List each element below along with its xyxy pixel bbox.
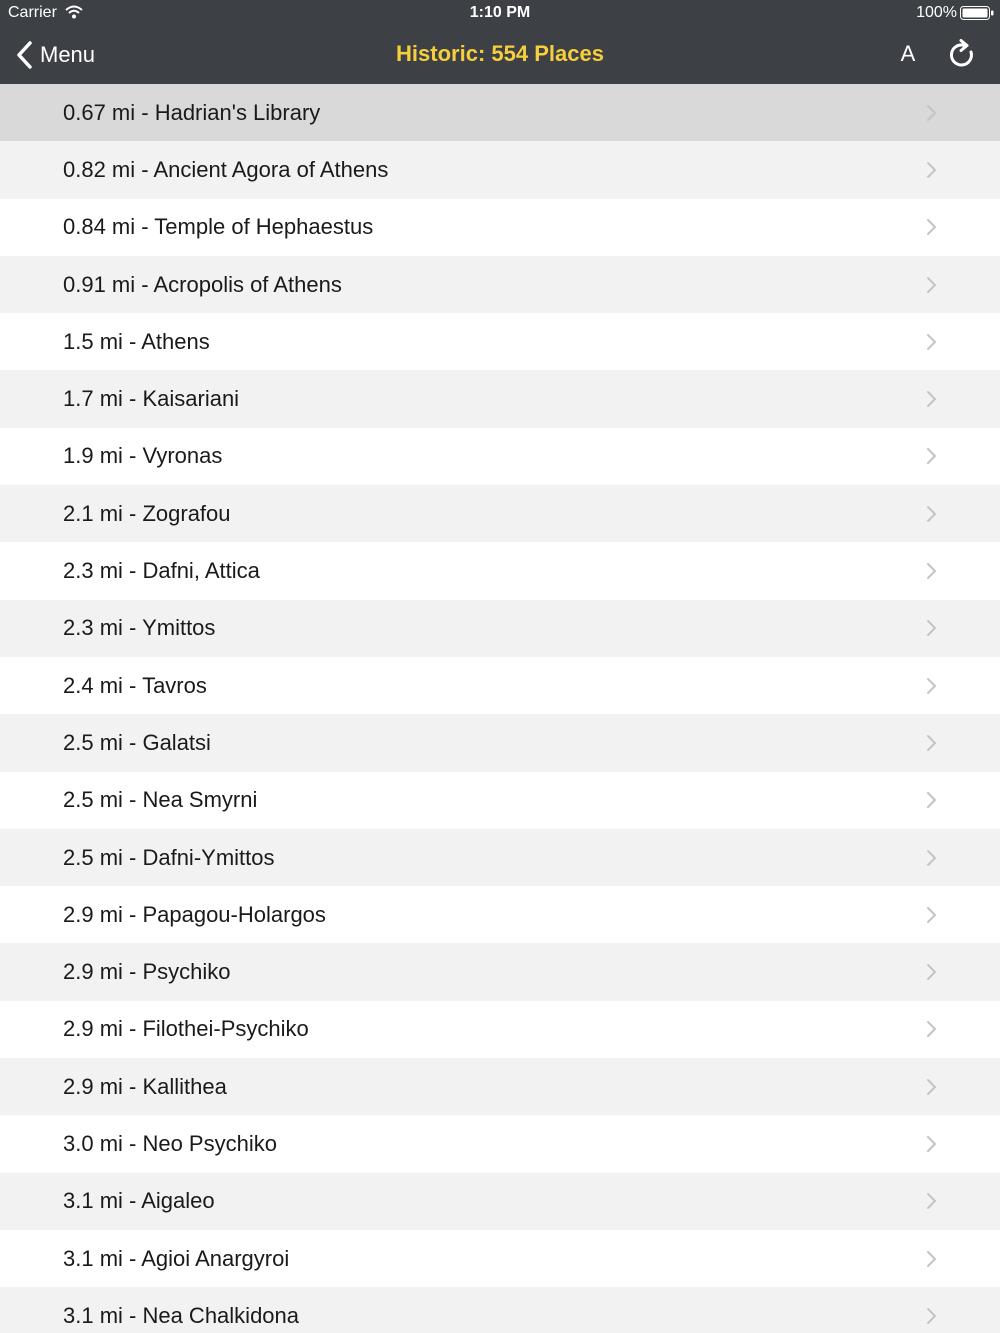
list-item[interactable] bbox=[0, 829, 1000, 886]
chevron-right-icon bbox=[924, 561, 938, 581]
chevron-right-icon bbox=[924, 332, 938, 352]
list-item[interactable] bbox=[0, 1230, 1000, 1287]
chevron-right-icon bbox=[924, 1019, 938, 1039]
status-bar bbox=[0, 0, 1000, 27]
list-item[interactable] bbox=[0, 542, 1000, 599]
chevron-right-icon bbox=[924, 1077, 938, 1097]
list-item-label: 2.9 mi - Kallithea bbox=[63, 1073, 227, 1099]
back-button[interactable] bbox=[14, 39, 95, 71]
list-item-label: 0.91 mi - Acropolis of Athens bbox=[63, 271, 342, 297]
list-item-label: 1.5 mi - Athens bbox=[63, 328, 210, 354]
refresh-icon[interactable] bbox=[946, 39, 978, 71]
list-item[interactable] bbox=[0, 772, 1000, 829]
chevron-right-icon bbox=[924, 1306, 938, 1326]
chevron-right-icon bbox=[924, 733, 938, 753]
carrier-label: Carrier bbox=[8, 4, 57, 21]
list-item-label: 0.84 mi - Temple of Hephaestus bbox=[63, 214, 374, 240]
chevron-right-icon bbox=[924, 389, 938, 409]
list-item-label: 3.0 mi - Neo Psychiko bbox=[63, 1130, 277, 1156]
list-item-label: 2.3 mi - Ymittos bbox=[63, 615, 216, 641]
chevron-right-icon bbox=[924, 676, 938, 696]
list-item-label: 2.4 mi - Tavros bbox=[63, 672, 207, 698]
list-item[interactable] bbox=[0, 199, 1000, 256]
list-item[interactable] bbox=[0, 714, 1000, 771]
list-item-label: 2.3 mi - Dafni, Attica bbox=[63, 558, 260, 584]
list-item[interactable] bbox=[0, 1287, 1000, 1333]
list-item[interactable] bbox=[0, 428, 1000, 485]
list-item-label: 1.9 mi - Vyronas bbox=[63, 443, 223, 469]
chevron-right-icon bbox=[924, 504, 938, 524]
chevron-right-icon bbox=[924, 848, 938, 868]
list-item-label: 0.67 mi - Hadrian's Library bbox=[63, 99, 321, 125]
list-item-label: 2.1 mi - Zografou bbox=[63, 500, 231, 526]
list-item-label: 2.9 mi - Psychiko bbox=[63, 959, 231, 985]
chevron-right-icon bbox=[924, 790, 938, 810]
list-item-label: 0.82 mi - Ancient Agora of Athens bbox=[63, 156, 389, 182]
list-item[interactable] bbox=[0, 1173, 1000, 1230]
list-item[interactable] bbox=[0, 943, 1000, 1000]
chevron-right-icon bbox=[924, 275, 938, 295]
chevron-right-icon bbox=[924, 160, 938, 180]
list-item-label: 3.1 mi - Nea Chalkidona bbox=[63, 1302, 300, 1328]
battery-percentage: 100% bbox=[916, 4, 957, 21]
chevron-right-icon bbox=[924, 618, 938, 638]
list-item[interactable] bbox=[0, 256, 1000, 313]
list-item-label: 1.7 mi - Kaisariani bbox=[63, 386, 240, 412]
list-item[interactable] bbox=[0, 370, 1000, 427]
list-item-label: 2.9 mi - Papagou-Holargos bbox=[63, 901, 326, 927]
chevron-right-icon bbox=[924, 1249, 938, 1269]
font-size-button[interactable]: A bbox=[900, 41, 916, 66]
battery-icon bbox=[960, 6, 994, 20]
list-item[interactable] bbox=[0, 886, 1000, 943]
top-bar bbox=[0, 0, 1000, 84]
list-item[interactable] bbox=[0, 84, 1000, 141]
list-item-label: 3.1 mi - Aigaleo bbox=[63, 1188, 215, 1214]
list-item[interactable] bbox=[0, 1001, 1000, 1058]
list-item-label: 2.5 mi - Galatsi bbox=[63, 729, 211, 755]
status-time: 1:10 PM bbox=[469, 4, 531, 21]
chevron-right-icon bbox=[924, 1134, 938, 1154]
navigation-bar bbox=[0, 27, 1000, 84]
list-item[interactable] bbox=[0, 485, 1000, 542]
list-item[interactable] bbox=[0, 313, 1000, 370]
list-item[interactable] bbox=[0, 657, 1000, 714]
chevron-right-icon bbox=[924, 446, 938, 466]
list-item-label: 2.5 mi - Dafni-Ymittos bbox=[63, 844, 275, 870]
list-item-label: 3.1 mi - Agioi Anargyroi bbox=[63, 1245, 290, 1271]
places-list bbox=[0, 84, 1000, 1333]
list-item-label: 2.9 mi - Filothei-Psychiko bbox=[63, 1016, 309, 1042]
list-item[interactable] bbox=[0, 1058, 1000, 1115]
page-title: Historic: 554 Places bbox=[396, 41, 604, 66]
chevron-right-icon bbox=[924, 905, 938, 925]
list-item[interactable] bbox=[0, 600, 1000, 657]
list-item[interactable] bbox=[0, 1115, 1000, 1172]
chevron-left-icon bbox=[14, 40, 34, 70]
back-button-label: Menu bbox=[40, 42, 96, 67]
list-item-label: 2.5 mi - Nea Smyrni bbox=[63, 787, 258, 813]
chevron-right-icon bbox=[924, 103, 938, 123]
chevron-right-icon bbox=[924, 1191, 938, 1211]
chevron-right-icon bbox=[924, 962, 938, 982]
list-item[interactable] bbox=[0, 141, 1000, 198]
chevron-right-icon bbox=[924, 217, 938, 237]
